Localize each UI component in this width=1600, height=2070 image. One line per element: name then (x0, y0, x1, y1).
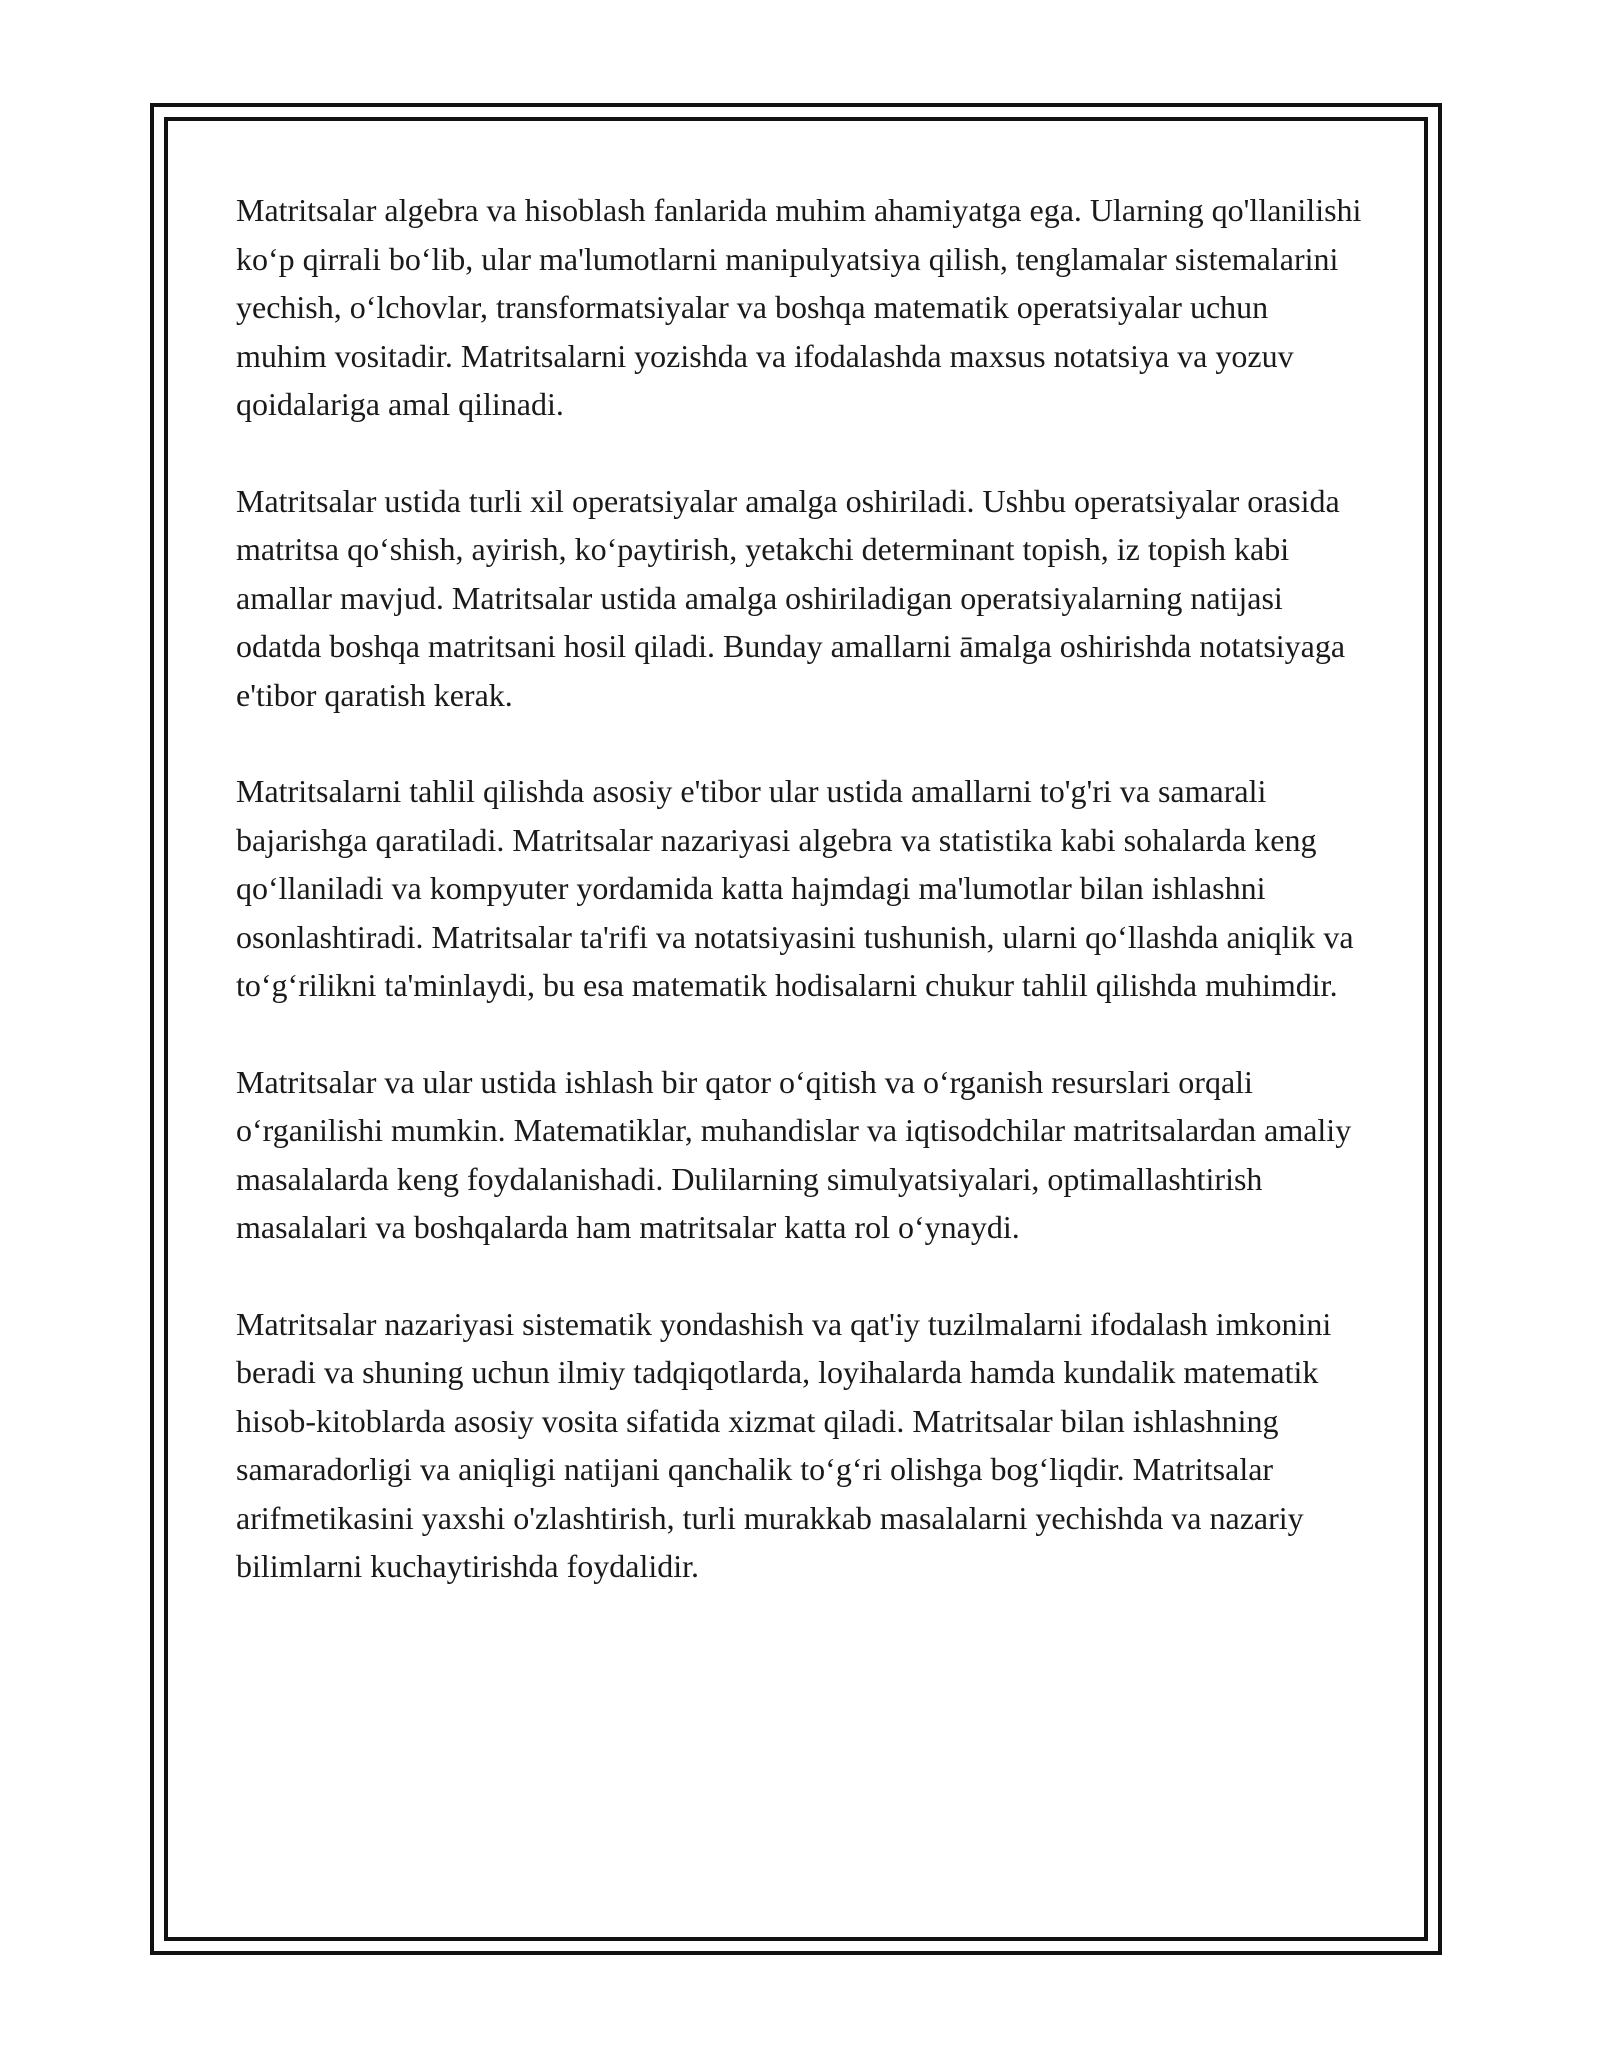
paragraph-2: Matritsalar ustida turli xil operatsiyalar amalga oshiriladi. Ushbu operatsiyalar orasida matritsa qo‘shish, ayirish, ko‘paytirish, yetakchi determinant topish, iz topish kabi amallar mavjud. Matritsalar ustida amalga oshiriladigan operatsiyalarning natijasi odatda boshqa matritsani hosil qiladi. Bunday amallarni āmalga oshirishda notatsiyaga e'tibor qaratish kerak. (236, 482, 1346, 713)
paragraph-4: Matritsalar va ular ustida ishlash bir qator o‘qitish va o‘rganish resurslari orqali o‘rganilishi mumkin. Matematiklar, muhandislar va iqtisodchilar matritsalardan amaliy masalalarda keng foydalanishadi. Dulilarning simulyatsiyalari, optimallashtirish masalalari va boshqalarda ham matritsalar katta rol o‘ynaydi. (236, 1063, 1352, 1245)
document-body (236, 186, 1366, 1639)
paragraph-3: Matritsalarni tahlil qilishda asosiy e'tibor ular ustida amallarni to'g'ri va samarali bajarishga qaratiladi. Matritsalar nazariyasi algebra va statistika kabi sohalarda keng qo‘llaniladi va kompyuter yordamida katta hajmdagi ma'lumotlar bilan ishlashni osonlashtiradi. Matritsalar ta'rifi va notatsiyasini tushunish, ularni qo‘llashda aniqlik va to‘g‘rilikni ta'minlaydi, bu esa matematik hodisalarni chukur tahlil qilishda muhimdir. (236, 773, 1354, 1003)
paragraph-1: Matritsalar algebra va hisoblash fanlarida muhim ahamiyatga ega. Ularning qo'llanilishi ko‘p qirrali bo‘lib, ular ma'lumotlarni manipulyatsiya qilish, tenglamalar sistemalarini yechish, o‘lchovlar, transformatsiyalar va boshqa matematik operatsiyalar uchun muhim vositadir. Matritsalarni yozishda va ifodalashda maxsus notatsiya va yozuv qoidalariga amal qilinadi. (236, 192, 1362, 422)
paragraph-5: Matritsalar nazariyasi sistematik yondashish va qat'iy tuzilmalarni ifodalash imkonini beradi va shuning uchun ilmiy tadqiqotlarda, loyihalarda hamda kundalik matematik hisob-kitoblarda asosiy vosita sifatida xizmat qiladi. Matritsalar bilan ishlashning samaradorligi va aniqligi natijani qanchalik to‘g‘ri olishga bog‘liqdir. Matritsalar arifmetikasini yaxshi o'zlashtirish, turli murakkab masalalarni yechishda va nazariy bilimlarni kuchaytirishda foydalidir. (236, 1305, 1332, 1584)
